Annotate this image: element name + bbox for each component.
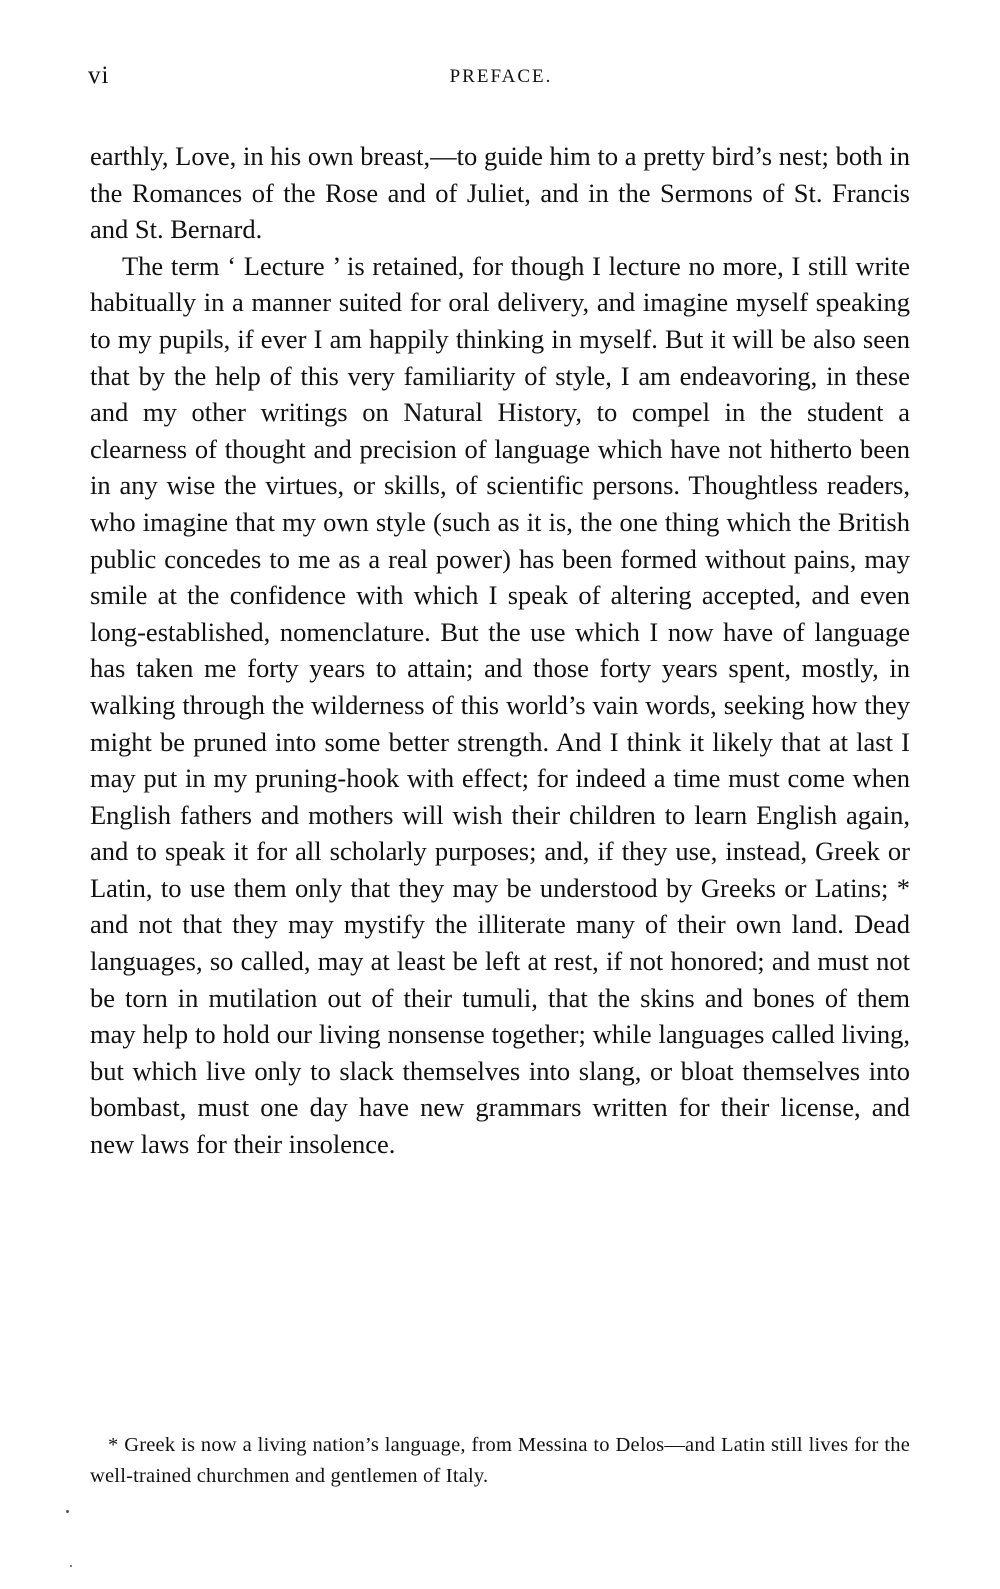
footnote-text: * Greek is now a living nation’s language, from Messina to Delos—and Latin still lives for the well-trained churchmen and gentlemen of Italy.	[90, 1434, 910, 1487]
body-text	[90, 138, 910, 1163]
footnote	[90, 1430, 910, 1492]
paragraph-lecture-term: The term ‘ Lecture ’ is retained, for though I lecture no more, I still write habitually in a manner suited for oral delivery, and imagine myself speaking to my pupils, if ever I am happily thinking in myself. But it will be also seen that by the help of this very familiarity of style, I am endeavoring, in these and my other writings on Natural History, to compel in the student a clearness of thought and precision of language which have not hitherto been in any wise the virtues, or skills, of scientific persons. Thoughtless readers, who imagine that my own style (such as it is, the one thing which the British public concedes to me as a real power) has been formed without pains, may smile at the confidence with which I speak of altering accepted, and even long-established, nomenclature. But the use which I now have of language has taken me forty years to attain; and those forty years spent, mostly, in walking through the wilderness of this world’s vain words, seeking how they might be pruned into some better strength. And I think it likely that at last I may put in my pruning-hook with effect; for indeed a time must come when English fathers and mothers will wish their children to learn English again, and to speak it for all scholarly purposes; and, if they use, instead, Greek or Latin, to use them only that they may be understood by Greeks or Latins; * and not that they may mystify the illiterate many of their own land. Dead languages, so called, may at least be left at rest, if not honored; and must not be torn in mutilation out of their tumuli, that the skins and bones of them may help to hold our living nonsense together; while languages called living, but which live only to slack themselves into slang, or bloat themselves into bombast, must one day have new grammars written for their license, and new laws for their insolence.	[90, 250, 910, 1160]
running-title: PREFACE.	[449, 66, 553, 87]
paper-speck	[66, 1510, 69, 1513]
paragraph-continued: earthly, Love, in his own breast,—to guide him to a pretty bird’s nest; both in the Romances of the Rose and of Juliet, and in the Sermons of St. Francis and St. Bernard.	[90, 141, 910, 245]
page-number: vi	[88, 62, 110, 89]
running-head	[88, 62, 914, 102]
paper-speck	[70, 1565, 72, 1567]
